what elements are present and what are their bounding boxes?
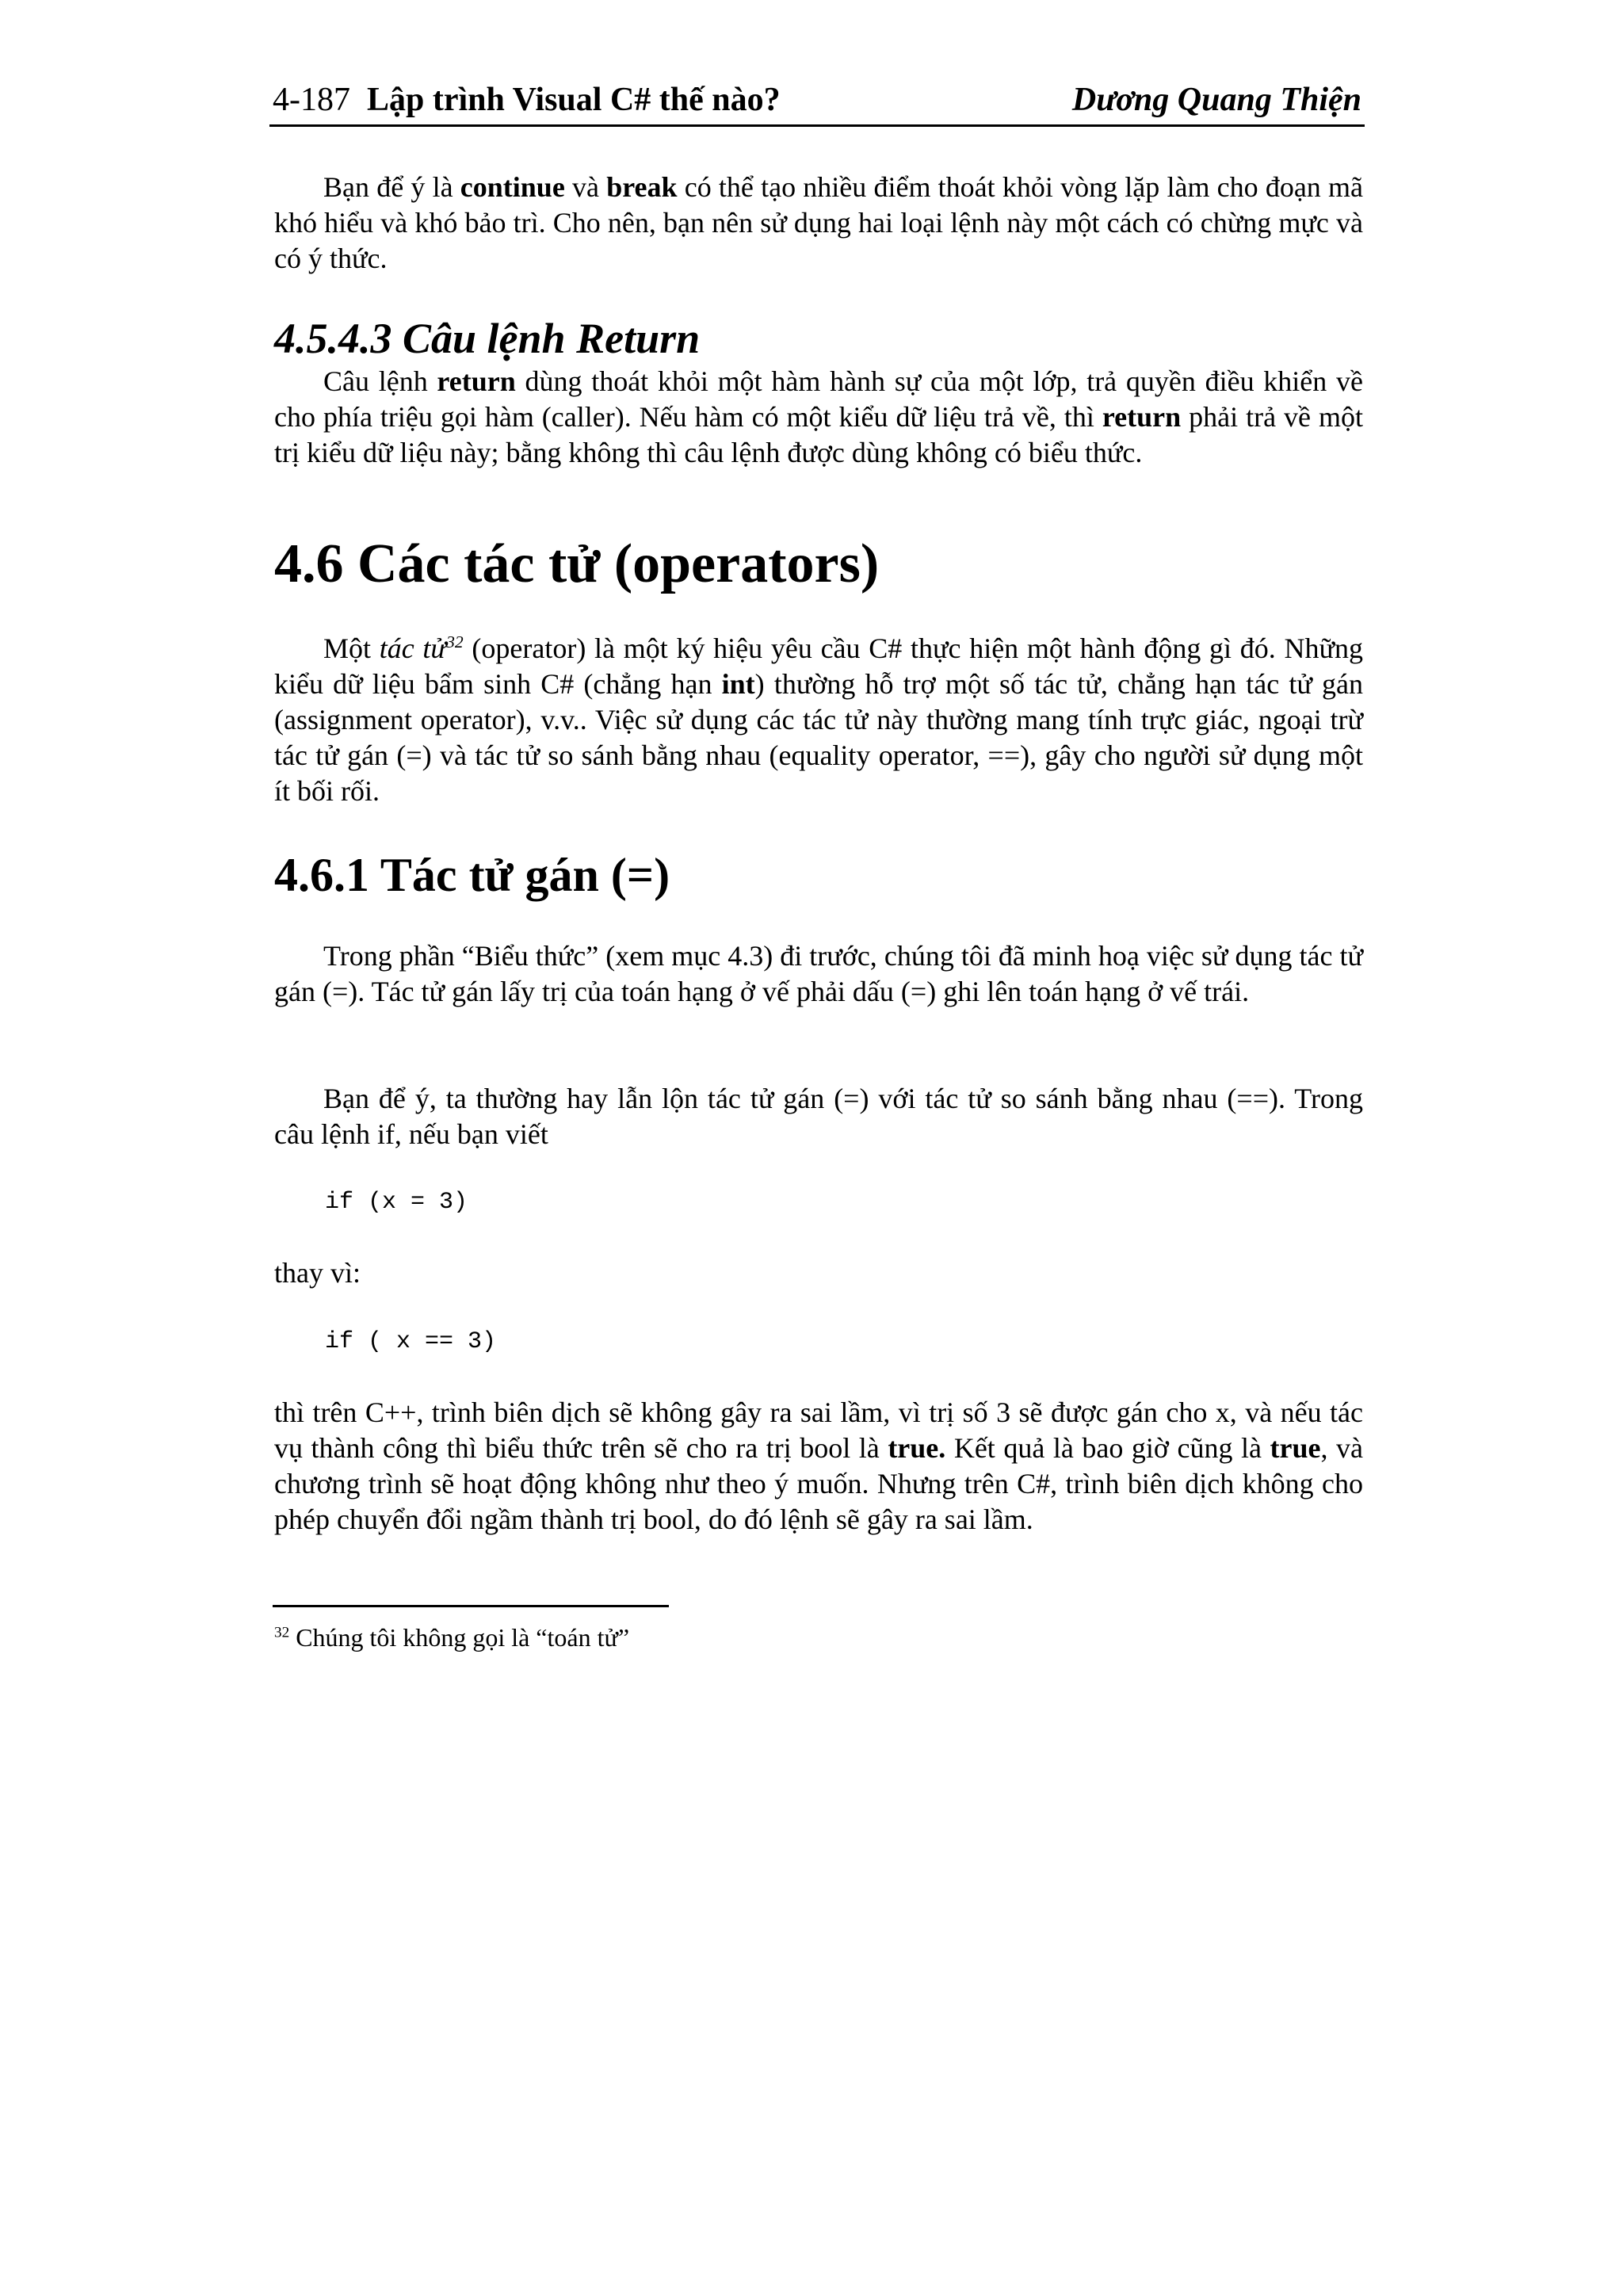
heading-return-statement: 4.5.4.3 Câu lệnh Return bbox=[274, 315, 701, 362]
intro-text-3: có thể tạo nhiều điểm thoát khỏi vòng lặp làm cho đoạn mã khó hiểu và khó bảo trì. Cho nên, bạn nên sử dụng hai loại lệnh này một cách có chừng mực và có ý thức. bbox=[274, 171, 1363, 274]
return-text-2: dùng thoát khỏi một hàm hành sự của một lớp, trả quyền điều khiển về cho phía triệu gọi hàm (caller). Nếu hàm có một kiểu dữ liệu trả về, thì bbox=[274, 365, 1363, 433]
keyword-return-1: return bbox=[437, 365, 516, 397]
heading-operators: 4.6 Các tác tử (operators) bbox=[274, 533, 880, 594]
code-sample-1: if (x = 3) bbox=[325, 1189, 468, 1216]
return-text-3: phải trả về một trị kiểu dữ liệu này; bằng không thì câu lệnh được dùng không có biểu thức. bbox=[274, 401, 1363, 468]
operators-text-2: (operator) là một ký hiệu yêu cầu C# thực hiện một hành động gì đó. Những kiểu dữ liệu bẩm sinh C# (chẳng hạn bbox=[274, 632, 1363, 700]
footnote-divider bbox=[273, 1605, 669, 1607]
intro-text-2: và bbox=[564, 171, 607, 203]
p3-text-1: thì trên C++, trình biên dịch sẽ không gây ra sai lầm, vì trị số 3 sẽ được gán cho x, và nếu tác vụ thành công thì biểu thức trên sẽ cho ra trị bool là bbox=[274, 1396, 1363, 1464]
instead-label: thay vì: bbox=[274, 1257, 361, 1289]
footnote-text: Chúng tôi không gọi là “toán tử” bbox=[289, 1623, 630, 1652]
assignment-paragraph-3 bbox=[274, 1395, 1363, 1538]
p3-text-3: , và chương trình sẽ hoạt động không như theo ý muốn. Nhưng trên C#, trình biên dịch không cho phép chuyển đổi ngầm thành trị bool, do đó lệnh sẽ gây ra sai lầm. bbox=[274, 1432, 1364, 1535]
page-header-left bbox=[273, 79, 781, 120]
p3-text-2: Kết quả là bao giờ cũng là bbox=[945, 1432, 1270, 1464]
heading-assignment-operator: 4.6.1 Tác tử gán (=) bbox=[274, 849, 670, 901]
footnote-number: 32 bbox=[274, 1624, 290, 1641]
footnote bbox=[274, 1622, 629, 1653]
code-sample-2: if ( x == 3) bbox=[325, 1328, 497, 1355]
operators-paragraph bbox=[274, 631, 1363, 809]
intro-paragraph bbox=[274, 170, 1363, 277]
assignment-paragraph-2: Bạn để ý, ta thường hay lẫn lộn tác tử gán (=) với tác tử so sánh bằng nhau (==). Trong câu lệnh if, nếu bạn viết bbox=[274, 1083, 1363, 1150]
author-name: Dương Quang Thiện bbox=[1071, 82, 1361, 118]
footnote-ref: 32 bbox=[446, 632, 464, 651]
keyword-int: int bbox=[721, 668, 755, 700]
keyword-true-2: true bbox=[1270, 1432, 1321, 1464]
page-number: 4-187 bbox=[273, 82, 350, 118]
operators-text-3: ) thường hỗ trợ một số tác tử, chẳng hạn tác tử gán (assignment operator), v.v.. Việc sử dụng các tác tử này thường mang tính trực giác, ngoại trừ tác tử gán (=) và tác tử so sánh bằng nhau (equality operator, ==), gây cho người sử dụng một ít bối rối. bbox=[274, 668, 1363, 807]
book-title: Lập trình Visual C# thế nào? bbox=[367, 82, 781, 118]
term-operator: tác tử bbox=[379, 632, 447, 664]
return-text-1: Câu lệnh bbox=[323, 365, 437, 397]
header-divider bbox=[269, 124, 1365, 127]
keyword-return-2: return bbox=[1102, 401, 1182, 433]
assignment-paragraph-1: Trong phần “Biểu thức” (xem mục 4.3) đi trước, chúng tôi đã minh hoạ việc sử dụng tác tử gán (=). Tác tử gán lấy trị của toán hạng ở vế phải dấu (=) ghi lên toán hạng ở vế trái. bbox=[274, 940, 1363, 1007]
operators-text-1: Một bbox=[323, 632, 380, 664]
keyword-break: break bbox=[606, 171, 678, 203]
intro-text-1: Bạn để ý là bbox=[323, 171, 460, 203]
keyword-continue: continue bbox=[460, 171, 565, 203]
keyword-true-1: true. bbox=[888, 1432, 946, 1464]
return-paragraph bbox=[274, 364, 1363, 471]
